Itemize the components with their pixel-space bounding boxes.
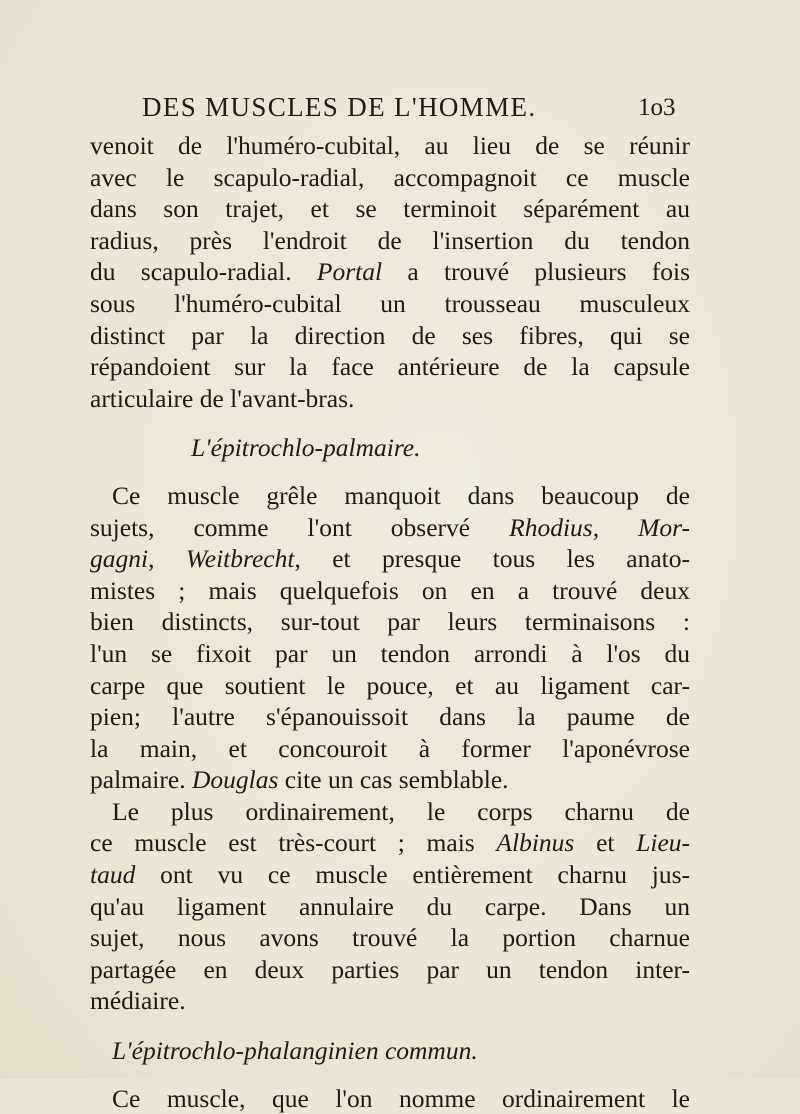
text-line: dans son trajet, et se terminoit séparément au <box>90 194 690 224</box>
text-line: radius, près l'endroit de l'insertion du tendon <box>90 225 690 255</box>
text-line <box>90 827 690 859</box>
paragraph <box>90 1083 690 1114</box>
text-run: , et presque tous les anato- <box>294 544 690 574</box>
text-line: Le plus ordinairement, le corps charnu de <box>112 796 690 826</box>
text-line: sujet, nous avons trouvé la portion charnue <box>90 923 690 953</box>
text-line: qu'au ligament annulaire du carpe. Dans un <box>90 891 690 921</box>
text-run: a trouvé plusieurs fois <box>407 257 691 287</box>
text-line: avec le scapulo-radial, accompagnoit ce muscle <box>90 162 690 192</box>
text-line <box>90 859 690 891</box>
page-header <box>0 92 800 132</box>
paragraph <box>90 796 690 1017</box>
text-run: du scapulo-radial. <box>90 257 292 287</box>
paragraph <box>90 130 690 414</box>
text-run: et <box>596 828 615 858</box>
text-line: pien; l'autre s'épanouissoit dans la paume de <box>90 702 690 732</box>
text-line: venoit de l'huméro-cubital, au lieu de se réunir <box>90 131 690 160</box>
page-number: 1o3 <box>638 94 676 121</box>
author-name: Lieu- <box>636 828 691 858</box>
author-name: Weitbrecht <box>185 544 295 574</box>
text-line: la main, et concouroit à former l'aponévrose <box>90 733 690 763</box>
text-line: distinct par la direction de ses fibres, qui se <box>90 320 690 350</box>
running-head: DES MUSCLES DE L'HOMME. <box>142 92 537 122</box>
text-line <box>90 543 690 575</box>
paragraph <box>90 480 690 796</box>
text-line: partagée en deux parties par un tendon inter- <box>90 954 690 984</box>
text-line: carpe que soutient le pouce, et au ligament car- <box>90 670 690 700</box>
text-line: bien distincts, sur-tout par leurs terminaisons : <box>90 607 690 637</box>
text-line: l'un se fixoit par un tendon arrondi à l'os du <box>90 638 690 668</box>
text-line: médiaire. <box>90 986 186 1016</box>
text-line <box>90 512 690 544</box>
author-name: Mor- <box>638 512 691 542</box>
text-run: , <box>148 544 155 574</box>
text-run: ont vu ce muscle entièrement charnu jus- <box>160 860 691 890</box>
text-line <box>90 764 690 796</box>
author-name: Portal <box>316 257 383 287</box>
text-line: répandoient sur la face antérieure de la capsule <box>90 352 690 382</box>
section-heading: L'épitrochlo-palmaire. <box>191 433 421 463</box>
author-name: gagni <box>90 544 149 574</box>
text-line: articulaire de l'avant-bras. <box>90 383 355 413</box>
text-run: palmaire. <box>90 765 186 795</box>
author-name: Rhodius <box>509 512 593 542</box>
text-run: ce muscle est très-court ; mais <box>90 828 475 858</box>
text-line: sous l'huméro-cubital un trousseau musculeux <box>90 288 690 318</box>
text-line: Ce muscle grêle manquoit dans beaucoup de <box>112 480 690 510</box>
text-line: mistes ; mais quelquefois on en a trouvé deux <box>90 575 690 605</box>
text-run: cite un cas semblable. <box>284 765 509 795</box>
section-heading: L'épitrochlo-phalanginien commun. <box>112 1036 478 1066</box>
text-line: Ce muscle, que l'on nomme ordinairement le <box>112 1083 690 1113</box>
body-text <box>90 130 690 1114</box>
author-name: taud <box>90 860 136 890</box>
text-run: , <box>592 512 600 542</box>
author-name: Douglas <box>191 765 279 795</box>
author-name: Albinus <box>496 828 575 858</box>
text-run: sujets, comme l'ont observé <box>90 512 471 542</box>
text-line <box>90 256 690 288</box>
